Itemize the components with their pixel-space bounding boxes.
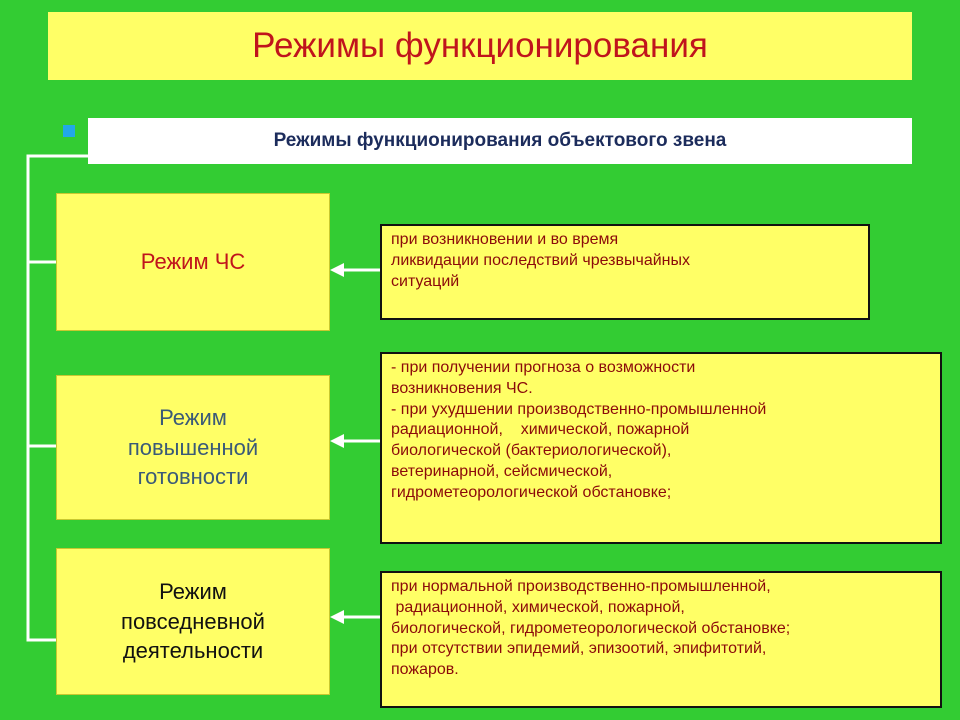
desc-line: при отсутствии эпидемий, эпизоотий, эпифитотий, (391, 640, 767, 658)
desc-line: биологической, гидрометеорологической обстановке; (391, 619, 791, 637)
page-title: Режимы функционирования (252, 26, 708, 65)
desc-line: ситуаций (391, 272, 460, 290)
desc-line: ликвидации последствий чрезвычайных (391, 251, 690, 269)
desc-line: - при получении прогноза о возможности (391, 359, 696, 376)
desc-line: ветеринарной, сейсмической, (391, 462, 613, 480)
subtitle-banner (88, 118, 912, 164)
mode-box-daily (56, 548, 330, 695)
desc-line: биологической (бактериологической), (391, 442, 672, 460)
desc-line: возникновения ЧС. (391, 379, 533, 397)
desc-line: гидрометеорологической обстановке; (391, 483, 672, 501)
mode-label-daily: Режим повседневной деятельности (121, 578, 265, 664)
desc-box-emergency (380, 224, 870, 320)
mode-box-emergency (56, 193, 330, 331)
desc-line: пожаров. (391, 661, 459, 679)
subtitle: Режимы функционирования объектового звена (273, 130, 727, 151)
desc-line: радиационной, химической, пожарной (391, 421, 690, 439)
desc-line: при возникновении и во время (391, 231, 619, 248)
desc-line: радиационной, химической, пожарной, (391, 598, 685, 616)
desc-box-high-readiness (380, 352, 942, 544)
mode-label-high-readiness: Режим повышенной готовности (127, 404, 259, 490)
title-banner (48, 12, 912, 80)
mode-box-high-readiness (56, 375, 330, 520)
desc-line: при нормальной производственно-промышленной, (391, 578, 771, 595)
bullet-icon (63, 125, 75, 137)
mode-label-emergency: Режим ЧС (140, 249, 246, 275)
desc-line: - при ухудшении производственно-промышленной (391, 400, 767, 418)
desc-box-daily (380, 571, 942, 708)
